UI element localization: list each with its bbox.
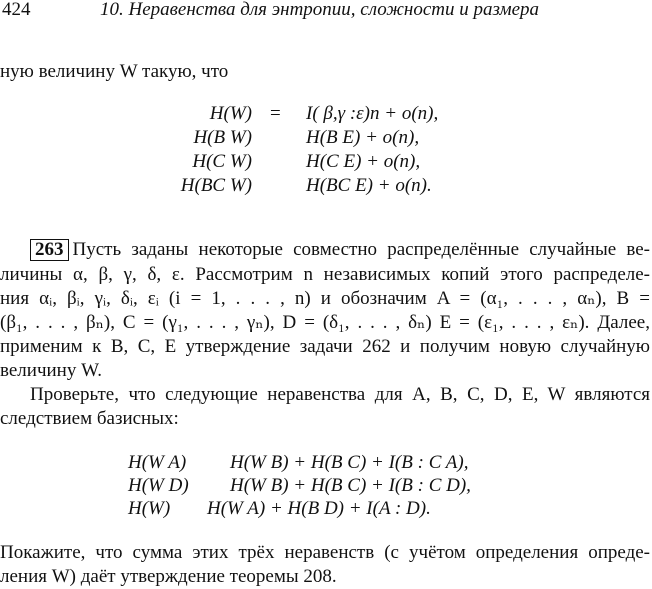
- equation-relation: =: [270, 103, 281, 124]
- page-header: [0, 0, 652, 24]
- problem-line: ния αᵢ, βᵢ, γᵢ, δᵢ, εᵢ (i = 1, . . . , n) и обозначим A = (α₁, . . . , αₙ), B =: [0, 288, 650, 309]
- problem-line: личины α, β, γ, δ, ε. Рассмотрим n независимых копий этого распределе-: [0, 264, 650, 285]
- equation-rhs: H(B E) + o(n),: [306, 127, 420, 148]
- problem-text: Пусть заданы некоторые совместно распределённые случайные ве-: [72, 239, 650, 260]
- final-line: ления W) даёт утверждение теоремы 208.: [0, 566, 337, 587]
- inequality-lhs: H(W): [128, 498, 171, 519]
- equation-lhs: H(C W): [192, 151, 252, 172]
- problem-line: [30, 238, 650, 262]
- page-number: 424: [2, 0, 31, 20]
- equation-lhs: H(W): [209, 103, 252, 124]
- intro-line: ную величину W такую, что: [0, 61, 229, 82]
- problem-number: 263: [30, 239, 69, 261]
- problem-line: величину W.: [0, 360, 103, 381]
- inequality-lhs: H(W D): [128, 475, 189, 496]
- problem-line: применим к B, C, E утверждение задачи 262 и получим новую случайную: [0, 336, 650, 357]
- equation-lhs: H(B W): [193, 127, 252, 148]
- equation-rhs: H(C E) + o(n),: [306, 151, 421, 172]
- check-line: следствием базисных:: [0, 408, 179, 429]
- equation-rhs: H(BC E) + o(n).: [306, 175, 432, 196]
- running-title: 10. Неравенства для энтропии, сложности и размера: [100, 0, 540, 20]
- equation-rhs: I( β,γ :ε)n + o(n),: [306, 103, 439, 124]
- inequality-rhs: H(W B) + H(B C) + I(B : C D),: [230, 475, 471, 496]
- inequality-rhs: H(W A) + H(B D) + I(A : D).: [207, 498, 431, 519]
- inequality-lhs: H(W A): [128, 452, 187, 473]
- problem-line: (β₁, . . . , βₙ), C = (γ₁, . . . , γₙ), D = (δ₁, . . . , δₙ) E = (ε₁, . . . , εₙ). Далее,: [0, 312, 650, 333]
- check-line: Проверьте, что следующие неравенства для A, B, C, D, E, W являются: [30, 384, 650, 405]
- equation-lhs: H(BC W): [180, 175, 252, 196]
- inequality-rhs: H(W B) + H(B C) + I(B : C A),: [230, 452, 469, 473]
- final-line: Покажите, что сумма этих трёх неравенств (с учётом определения опреде-: [0, 542, 650, 563]
